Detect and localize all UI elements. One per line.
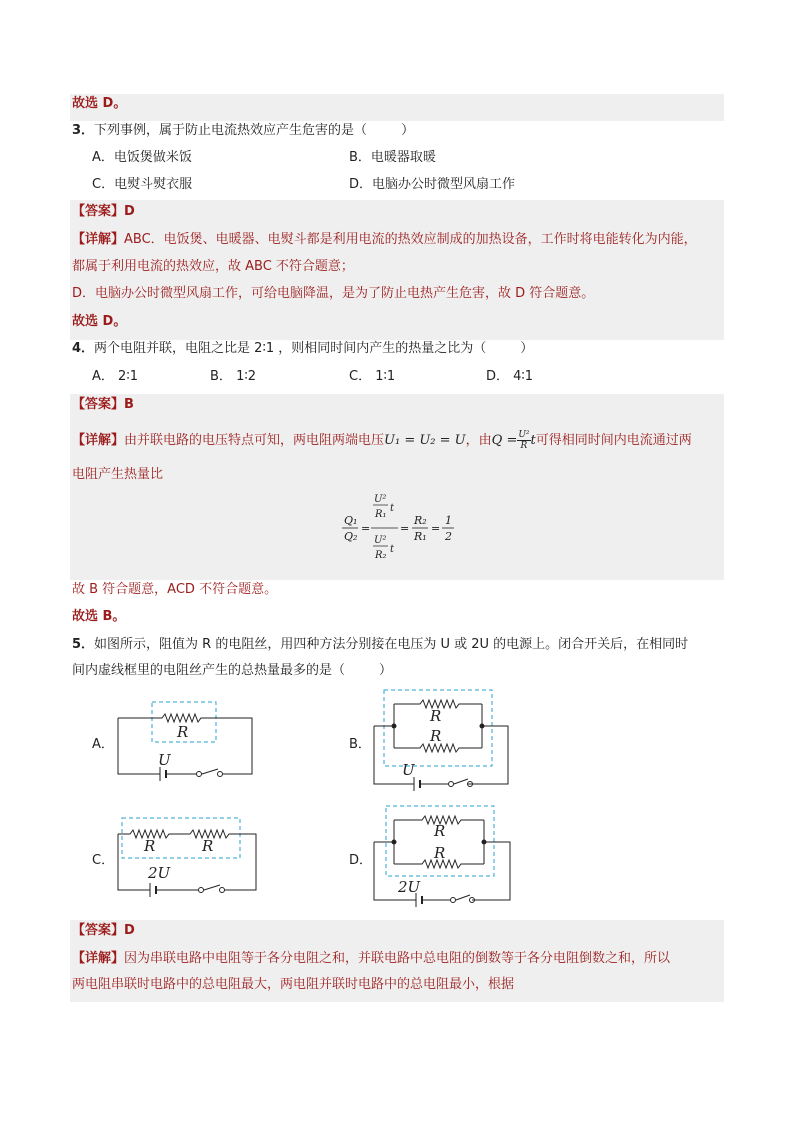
q5-answer: 【答案】D — [72, 923, 135, 938]
circuit-b-source-label: U — [402, 761, 415, 779]
q3-stem — [72, 122, 414, 140]
formula-lhs-num: Q₁ — [344, 514, 358, 527]
q4-number: 4． — [72, 341, 95, 356]
q3-paren-close: ） — [401, 123, 415, 138]
q4-stem-text: 两个电阻并联，电阻之比是 2∶1 ，则相同时间内产生的热量之比为（ — [94, 341, 487, 356]
circuit-c-source-label: 2U — [148, 864, 171, 882]
prev-final: 故选 D。 — [72, 96, 127, 111]
q3-detail-3: D．电脑办公时微型风扇工作，可给电脑降温，是为了防止电热产生危害，故 D 符合题意。 — [72, 286, 595, 301]
svg-text:R₂: R₂ — [414, 514, 427, 527]
q4-conclusion: 故 B 符合题意，ACD 不符合题意。 — [72, 582, 278, 597]
q4-answer: 【答案】B — [72, 397, 134, 412]
circuit-c — [110, 812, 270, 908]
q4-option-c: C． 1∶1 — [349, 369, 396, 384]
q4-stem — [72, 340, 533, 358]
q5-stem-2: 间内虚线框里的电阻丝产生的总热量最多的是（ ） — [72, 663, 393, 678]
circuit-a-letter: A． — [92, 737, 114, 752]
q5-stem-1: 5．如图所示，阻值为 R 的电阻丝，用四种方法分别接在电压为 U 或 2U 的电源上。闭合开关后，在相同时 — [72, 637, 689, 652]
q3-detail-2: 都属于利用电流的热效应，故 ABC 不符合题意； — [72, 259, 354, 274]
svg-text:R₁: R₁ — [375, 509, 387, 520]
circuit-d-letter: D． — [349, 853, 373, 868]
svg-text:1: 1 — [445, 514, 452, 527]
q3-option-d: D．电脑办公时微型风扇工作 — [349, 177, 516, 192]
svg-text:R₁: R₁ — [414, 530, 427, 543]
q3-option-c: C．电熨斗熨衣服 — [92, 177, 193, 192]
circuit-b-letter: B． — [349, 737, 371, 752]
q3-stem-text: 下列事例，属于防止电流热效应产生危害的是（ — [94, 123, 368, 138]
circuit-a — [112, 696, 262, 786]
q4-detail-2: 电阻产生热量比 — [72, 467, 164, 482]
q5-detail-2: 两电阻串联时电路中的总电阻最大，两电阻并联时电路中的总电阻最小，根据 — [72, 977, 515, 992]
circuit-b — [368, 686, 518, 796]
svg-text:t: t — [390, 503, 395, 514]
q3-detail-1: 【详解】ABC．电饭煲、电暖器、电熨斗都是利用电流的热效应制成的加热设备，工作时将电能转化为内能， — [72, 232, 697, 247]
q4-voltage-eq: U₁ = U₂ = U — [384, 433, 466, 448]
svg-text:=: = — [361, 522, 371, 535]
circuit-d-source-label: 2U — [398, 878, 421, 896]
circuit-c-dashed-box — [122, 818, 240, 858]
circuit-d-r2-label: R — [434, 844, 446, 862]
circuit-b-r1-label: R — [430, 707, 442, 725]
circuit-c-r1-label: R — [144, 837, 156, 855]
q4-option-d: D． 4∶1 — [486, 369, 534, 384]
circuit-a-r-label: R — [177, 723, 189, 741]
circuit-c-letter: C． — [92, 853, 115, 868]
circuit-d-dashed-box — [386, 806, 494, 876]
svg-text:U²: U² — [374, 535, 387, 546]
circuit-d — [368, 802, 528, 914]
circuit-c-r2-label: R — [202, 837, 214, 855]
q3-option-a: A．电饭煲做米饭 — [92, 150, 192, 165]
resistor-a — [118, 714, 212, 722]
q4-q-formula: $\frac{\text{U²}}{R}$ — [518, 430, 530, 451]
svg-text:2: 2 — [445, 530, 452, 543]
svg-text:=: = — [400, 522, 410, 535]
answer-block-prev — [70, 94, 724, 121]
q4-option-a: A． 2∶1 — [92, 369, 138, 384]
q3-option-b: B．电暖器取暖 — [349, 150, 436, 165]
resistor-b2 — [394, 744, 482, 752]
q3-final: 故选 D。 — [72, 314, 127, 329]
q4-ratio-formula — [334, 490, 474, 574]
q3-number: 3． — [72, 123, 95, 138]
svg-text:=: = — [431, 522, 441, 535]
q5-detail-1: 【详解】因为串联电路中电阻等于各分电阻之和，并联电路中总电阻的倒数等于各分电阻倒数之和，所以 — [72, 951, 671, 966]
q3-answer: 【答案】D — [72, 204, 135, 219]
formula-lhs-den: Q₂ — [344, 530, 358, 543]
q4-final: 故选 B。 — [72, 609, 126, 624]
q4-detail-1: 【详解】由并联电路的电压特点可知，两电阻两端电压U₁ = U₂ = U，由Q = $\frac{\text{U²}}{R}$ t可得相同时间内电流通过两 — [72, 430, 692, 451]
q4-paren-close: ） — [520, 341, 534, 356]
svg-text:U²: U² — [374, 494, 387, 505]
svg-text:t: t — [390, 544, 395, 555]
circuit-b-r2-label: R — [430, 727, 442, 745]
q4-option-b: B． 1∶2 — [210, 369, 256, 384]
circuit-a-source-label: U — [158, 751, 171, 769]
circuit-d-r1-label: R — [434, 822, 446, 840]
svg-text:R₂: R₂ — [375, 550, 387, 561]
